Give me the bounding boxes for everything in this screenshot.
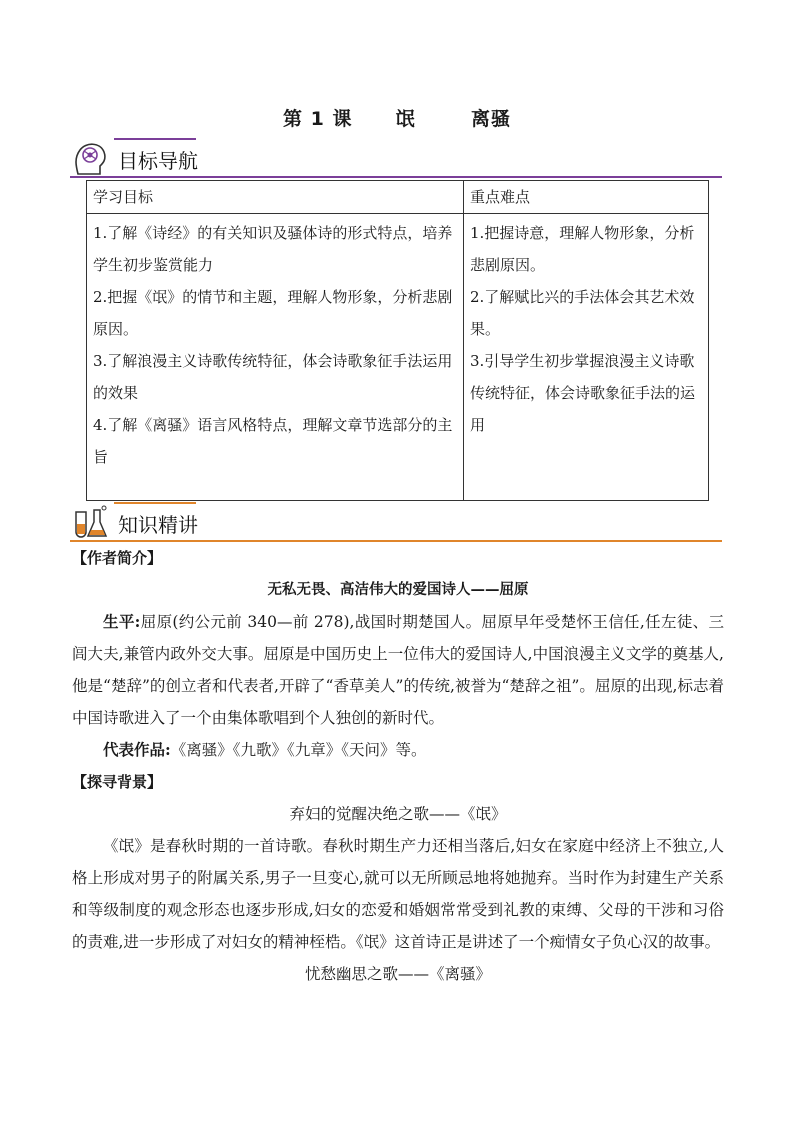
poem-title-2: 离骚	[470, 108, 511, 130]
keypoint-item: 3.引导学生初步掌握浪漫主义诗歌传统特征，体会诗歌象征手法的运用	[470, 352, 696, 434]
life-text: 屈原(约公元前 340—前 278),战国时期楚国人。屈原早年受楚怀王信任,任左徒、三闾大夫,兼管内政外交大事。屈原是中国历史上一位伟大的爱国诗人,中国浪漫主义文学的奠基人,他是“楚辞”的创立者和代表者,开辟了“香草美人”的传统,被誉为“楚辞之祖”。屈原的出现,标志着中国诗歌进入了一个由集体歌唱到个人独创的新时代。	[72, 613, 724, 727]
page-title	[0, 104, 794, 131]
lesson-number: 第 1 课	[283, 108, 353, 130]
keypoints-cell	[464, 214, 709, 501]
goal-item: 4.了解《离骚》语言风格特点，理解文章节选部分的主旨	[93, 416, 453, 466]
table-header-keypoints: 重点难点	[464, 181, 709, 214]
author-works	[72, 734, 724, 766]
keypoint-item: 1.把握诗意，理解人物形象，分析悲剧原因。	[470, 224, 695, 274]
section-topline	[114, 138, 196, 140]
table-header-row	[87, 181, 709, 214]
knowledge-content	[72, 542, 724, 990]
works-label: 代表作品:	[103, 740, 171, 759]
section-header-goals	[70, 138, 722, 178]
poem-title-1: 氓	[395, 108, 416, 130]
background-para: 《氓》是春秋时期的一首诗歌。春秋时期生产力还相当落后,妇女在家庭中经济上不独立,人格上形成对男子的附属关系,男子一旦变心,就可以无所顾忌地将她抛弃。当时作为封建生产关系和等级制度的观念形态也逐步形成,妇女的恋爱和婚姻常常受到礼教的束缚、父母的干涉和习俗的责难,进一步形成了对妇女的精神桎梏。《氓》这首诗正是讲述了一个痴情女子负心汉的故事。	[72, 837, 724, 951]
brain-gears-icon	[70, 138, 110, 178]
keypoint-item: 2.了解赋比兴的手法体会其艺术效果。	[470, 288, 695, 338]
goal-item: 2.把握《氓》的情节和主题，理解人物形象，分析悲剧原因。	[93, 288, 453, 338]
section-divider	[70, 176, 722, 178]
author-heading: 无私无畏、高洁伟大的爱国诗人——屈原	[267, 582, 529, 598]
section-label: 目标导航	[118, 149, 198, 173]
flask-icon	[70, 502, 110, 542]
section-topline	[114, 502, 196, 504]
table-row	[87, 214, 709, 501]
section-label: 知识精讲	[118, 513, 198, 537]
author-life	[72, 606, 724, 734]
background-tag: 【探寻背景】	[72, 773, 163, 791]
works-text: 《离骚》《九歌》《九章》《天问》等。	[170, 741, 427, 759]
life-label: 生平:	[103, 612, 141, 631]
author-tag: 【作者简介】	[72, 549, 163, 567]
goals-cell	[87, 214, 464, 501]
goals-table	[86, 180, 709, 501]
goal-item: 1.了解《诗经》的有关知识及骚体诗的形式特点，培养学生初步鉴赏能力	[93, 224, 453, 274]
background-heading-2: 忧愁幽思之歌——《离骚》	[304, 965, 491, 983]
section-header-knowledge	[70, 502, 722, 542]
goal-item: 3.了解浪漫主义诗歌传统特征，体会诗歌象征手法运用的效果	[93, 352, 453, 402]
table-header-goals: 学习目标	[87, 181, 464, 214]
background-heading-1: 弃妇的觉醒决绝之歌——《氓》	[289, 805, 507, 823]
